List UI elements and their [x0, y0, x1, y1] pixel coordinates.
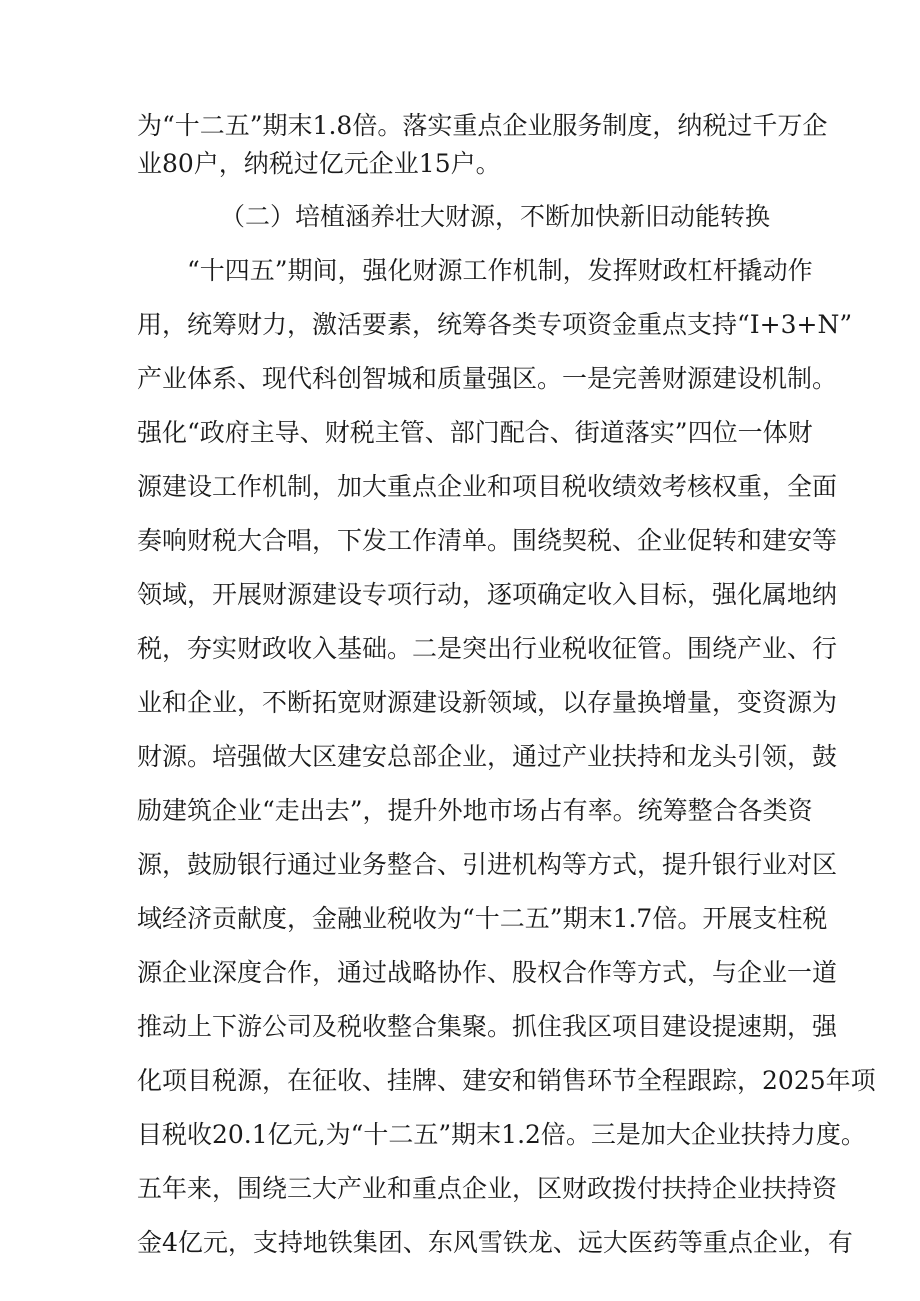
- body-text-line: 推动上下游公司及税收整合集聚。抓住我区项目建设提速期，强: [137, 1012, 838, 1041]
- body-text-line: 化项目税源，在征收、挂牌、建安和销售环节全程跟踪，2025年项: [137, 1066, 876, 1095]
- body-text-line: 域经济贡献度，金融业税收为“十二五”期末1.7倍。开展支柱税: [137, 904, 828, 933]
- body-text-line: 励建筑企业“走出去”，提升外地市场占有率。统筹整合各类资: [137, 796, 813, 825]
- body-text-line: 目税收20.1亿元,为“十二五”期末1.2倍。三是加大企业扶持力度。: [137, 1120, 866, 1149]
- body-text-line: 源，鼓励银行通过业务整合、引进机构等方式，提升银行业对区: [137, 850, 838, 879]
- body-text-line: 领域，开展财源建设专项行动，逐项确定收入目标，强化属地纳: [137, 580, 838, 609]
- body-text-line: 为“十二五”期末1.8倍。落实重点企业服务制度，纳税过千万企: [137, 111, 828, 140]
- body-text-line: “十四五”期间，强化财源工作机制，发挥财政杠杆撬动作: [187, 256, 813, 285]
- body-text-line: 源企业深度合作，通过战略协作、股权合作等方式，与企业一道: [137, 958, 838, 987]
- body-text-line: 业和企业，不断拓宽财源建设新领域，以存量换增量，变资源为: [137, 688, 838, 717]
- body-text-line: 产业体系、现代科创智城和质量强区。一是完善财源建设机制。: [137, 364, 838, 393]
- body-text-line: 源建设工作机制，加大重点企业和项目税收绩效考核权重，全面: [137, 472, 838, 501]
- body-text-line: 强化“政府主导、财税主管、部门配合、街道落实”四位一体财: [137, 418, 813, 447]
- body-text-line: 税，夯实财政收入基础。二是突出行业税收征管。围绕产业、行: [137, 634, 838, 663]
- body-text-line: 五年来，围绕三大产业和重点企业，区财政拨付扶持企业扶持资: [137, 1174, 838, 1203]
- body-text-line: 财源。培强做大区建安总部企业，通过产业扶持和龙头引领，鼓: [137, 742, 838, 771]
- body-text-line: 奏响财税大合唱，下发工作清单。围绕契税、企业促转和建安等: [137, 526, 838, 555]
- body-text-line: 金4亿元，支持地铁集团、东风雪铁龙、远大医药等重点企业，有: [137, 1228, 853, 1257]
- section-heading: （二）培植涵养壮大财源，不断加快新旧动能转换: [220, 202, 771, 231]
- body-text-line: 业80户，纳税过亿元企业15户。: [137, 149, 501, 178]
- body-text-line: 用，统筹财力，激活要素，统筹各类专项资金重点支持“I+3+N”: [137, 310, 853, 339]
